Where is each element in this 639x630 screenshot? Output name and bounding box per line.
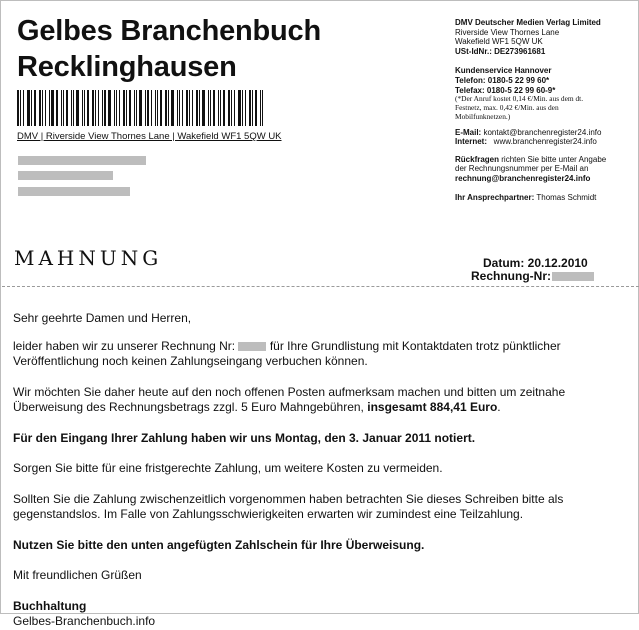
document-title [17, 13, 321, 85]
queries-label: Rückfragen [455, 154, 500, 164]
paragraph-already-paid [13, 492, 618, 523]
company-city: Wakefield WF1 5QW UK [455, 37, 543, 47]
queries-text-1: richten Sie bitte unter Angabe [501, 154, 607, 164]
service-title: Kundenservice Hannover [455, 66, 552, 76]
call-cost-note-1: (*Der Anruf kostet 0,14 €/Min. aus dem dt. [455, 94, 584, 104]
payment-deadline: Für den Eingang Ihrer Zahlung haben wir uns Montag, den 3. Januar 2011 notiert. [13, 430, 476, 445]
letter-body [13, 311, 618, 630]
paragraph-2-part-b: Überweisung des Rechnungsbetrags zzgl. 5 Euro Mahngebühren, [13, 400, 364, 414]
redacted-invoice-number [552, 272, 594, 281]
paragraph-1-part-b: für Ihre Grundlistung mit Kontaktdaten trotz pünktlicher [269, 338, 561, 353]
queries-email: rechnung@branchenregister24.info [455, 173, 591, 183]
paragraph-2-part-a: Wir möchten Sie daher heute auf den noch offenen Posten aufmerksam machen und bitten um zeitnahe [13, 384, 566, 399]
paragraph-5-part-b: gegenstandslos. Im Falle von Zahlungsschwierigkeiten erwarten wir zumindest eine Teilzahlung. [13, 507, 524, 521]
payment-slip-note: Nutzen Sie bitte den unten angefügten Zahlschein für Ihre Überweisung. [13, 537, 425, 552]
closing-greeting: Mit freundlichen Grüßen [13, 568, 142, 582]
invoice-number-label: Rechnung-Nr: [471, 269, 551, 283]
service-phone: Telefon: 0180-5 22 99 60* [455, 75, 550, 85]
call-cost-note-3: Mobilfunknetzen.) [455, 111, 511, 121]
title-line-2: Recklinghausen [17, 51, 237, 83]
sender-address-line: DMV | Riverside View Thornes Lane | Wakefield WF1 5QW UK [17, 131, 282, 142]
total-amount: insgesamt 884,41 Euro [367, 400, 498, 414]
company-name: DMV Deutscher Medien Verlag Limited [455, 18, 601, 27]
email-label: E-Mail: [455, 127, 482, 137]
signature-department: Buchhaltung [13, 598, 87, 613]
queries-text-2: der Rechnungsnummer per E-Mail an [455, 164, 589, 174]
web-label: Internet: [455, 137, 487, 147]
invoice-number-row [471, 269, 594, 283]
service-fax: Telefax: 0180-5 22 99 60-9* [455, 85, 556, 95]
web-address: www.branchenregister24.info [493, 137, 597, 147]
paragraph-1-part-c: Veröffentlichung noch keinen Zahlungseingang verbuchen können. [13, 354, 368, 368]
paragraph-timely-payment: Sorgen Sie bitte für eine fristgerechte Zahlung, um weitere Kosten zu vermeiden. [13, 461, 443, 475]
document-date: Datum: 20.12.2010 [483, 256, 588, 270]
paragraph-1-part-a: leider haben wir zu unserer Rechnung Nr: [13, 338, 236, 353]
paragraph-2-end: . [497, 400, 501, 414]
company-info-block [455, 18, 606, 202]
barcode [17, 90, 265, 126]
header-divider [2, 286, 639, 288]
title-line-1: Gelbes Branchenbuch [17, 15, 321, 47]
signature-company: Gelbes-Branchenbuch.info [13, 614, 156, 628]
company-vat: USt-IdNr.: DE273961681 [455, 46, 546, 56]
salutation: Sehr geehrte Damen und Herren, [13, 311, 192, 325]
redacted-recipient-line-2 [18, 171, 113, 180]
redacted-recipient-line-3 [18, 187, 130, 196]
company-street: Riverside View Thornes Lane [455, 27, 560, 37]
paragraph-payment-request [13, 385, 618, 416]
redacted-invoice-ref [238, 342, 266, 351]
contact-name: Thomas Schmidt [536, 192, 597, 202]
document-heading: MAHNUNG [14, 246, 163, 270]
call-cost-note-2: Festnetz, max. 0,42 €/Min. aus den [455, 102, 559, 112]
contact-label: Ihr Ansprechpartner: [455, 192, 535, 202]
email-address: kontakt@branchenregister24.info [483, 127, 602, 137]
paragraph-invoice-reminder [13, 339, 618, 370]
paragraph-5-part-a: Sollten Sie die Zahlung zwischenzeitlich vorgenommen haben betrachten Sie dieses Schreiben bitte als [13, 491, 564, 506]
redacted-recipient-line-1 [18, 156, 146, 165]
